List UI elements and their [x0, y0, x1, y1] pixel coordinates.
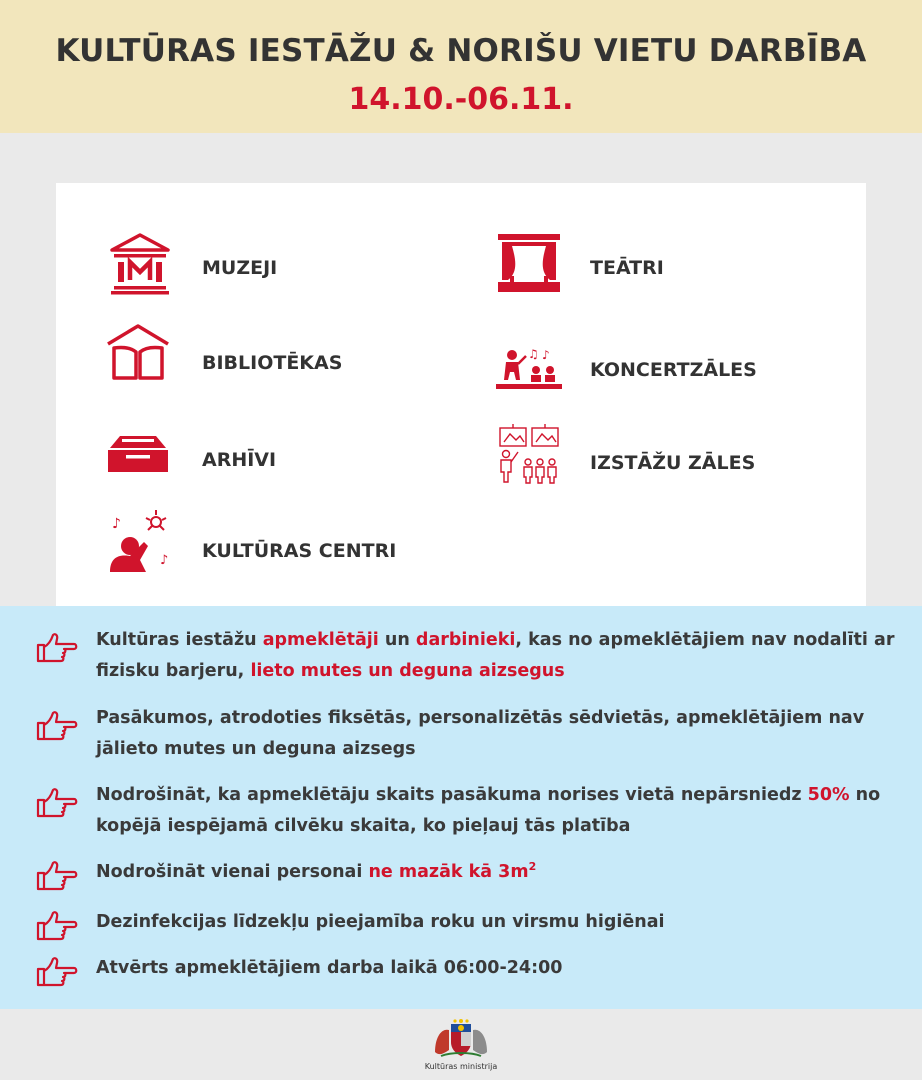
rule-text: [96, 625, 896, 687]
rule-text: [96, 703, 896, 765]
venue-card: [56, 183, 866, 623]
venue-label-museums: MUZEJI: [202, 257, 278, 279]
rule-text-part: Pasākumos, atrodoties fiksētās, personalizētās sēdvietās, apmeklētājiem nav jālieto mutes un deguna aizsegs: [96, 708, 865, 759]
rule-text: [96, 857, 896, 888]
highlight-text: darbinieki: [415, 630, 516, 650]
rule-text-part: Dezinfekcijas līdzekļu pieejamība roku un virsmu higiēnai: [96, 912, 665, 932]
rule-text-part: no kopējā iespējamā cilvēku skaita, ko pieļauj tās platība: [96, 785, 881, 836]
venue-label-theatres: TEĀTRI: [590, 257, 664, 279]
pointing-hand-icon: [36, 861, 78, 891]
venue-label-libraries: BIBLIOTĒKAS: [202, 352, 343, 374]
venue-label-concert-halls: KONCERTZĀLES: [590, 359, 757, 381]
highlight-text: apmeklētāji: [262, 630, 379, 650]
svg-text:♪: ♪: [112, 516, 121, 532]
singer-disco-icon: [106, 504, 174, 574]
highlight-text: 2: [528, 860, 537, 874]
pointing-hand-icon: [36, 711, 78, 741]
pointing-hand-icon: [36, 957, 78, 987]
rule-text-part: , kas no apmeklētājiem nav nodalīti ar fizisku barjeru,: [96, 630, 895, 681]
ministry-label: Kultūras ministrija: [424, 1062, 498, 1071]
venue-label-archives: ARHĪVI: [202, 449, 277, 471]
rule-text: [96, 780, 896, 842]
theatre-stage-icon: [496, 232, 562, 294]
coat-of-arms-icon: [431, 1018, 491, 1058]
exhibition-gallery-icon: [496, 422, 562, 484]
rule-text: [96, 907, 896, 938]
archive-tray-icon: [106, 434, 170, 474]
pointing-hand-icon: [36, 911, 78, 941]
page-title: KULTŪRAS IESTĀŽU & NORIŠU VIETU DARBĪBA: [55, 33, 867, 69]
rule-text-part: Atvērts apmeklētājiem darba laikā 06:00-24:00: [96, 958, 563, 978]
rule-text: [96, 953, 896, 984]
svg-text:♪: ♪: [542, 348, 550, 362]
date-range: 14.10.-06.11.: [348, 82, 574, 117]
header-banner: [0, 0, 922, 133]
pointing-hand-icon: [36, 633, 78, 663]
highlight-text: lieto mutes un deguna aizsegus: [250, 661, 565, 681]
highlight-text: ne mazāk kā 3m: [368, 862, 529, 882]
rule-text-part: un: [378, 630, 416, 650]
venue-label-exhibition-halls: IZSTĀŽU ZĀLES: [590, 452, 756, 474]
rule-text-part: Kultūras iestāžu: [96, 630, 263, 650]
svg-text:♪: ♪: [160, 553, 169, 568]
library-book-icon: [106, 322, 170, 384]
concert-audience-icon: [496, 346, 562, 390]
museum-icon: [108, 232, 172, 296]
rule-text-part: Nodrošināt vienai personai: [96, 862, 369, 882]
pointing-hand-icon: [36, 788, 78, 818]
rule-text-part: Nodrošināt, ka apmeklētāju skaits pasākuma norises vietā nepārsniedz: [96, 785, 808, 805]
venue-label-culture-centres: KULTŪRAS CENTRI: [202, 540, 397, 562]
svg-text:♫: ♫: [528, 347, 539, 361]
highlight-text: 50%: [807, 785, 850, 805]
